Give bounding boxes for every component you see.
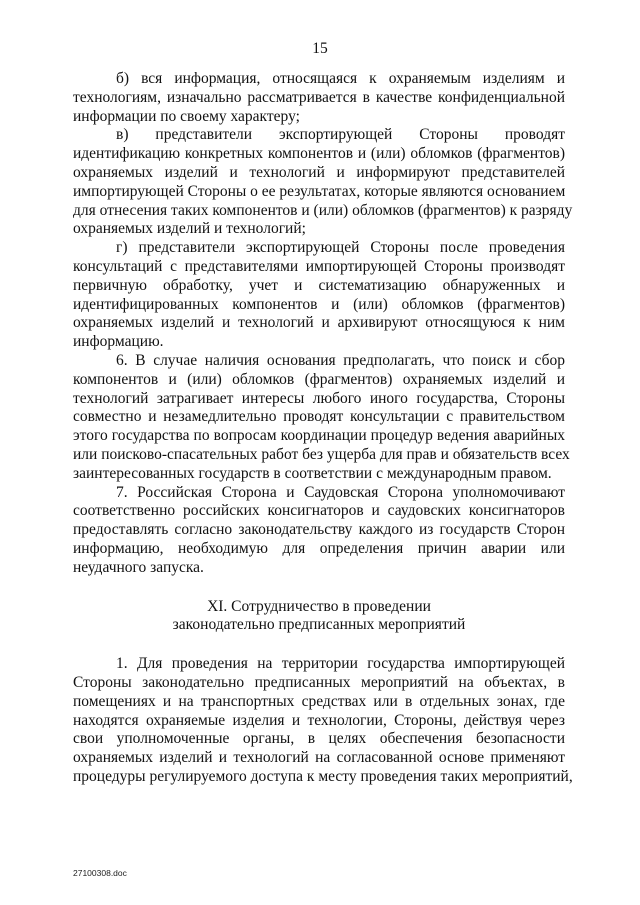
section-heading-line: законодательно предписанных мероприятий: [172, 616, 466, 634]
text-line: компонентов и (или) обломков (фрагментов) охраняемых изделий и: [73, 370, 565, 388]
text-line: соответственно российских консигнаторов и саудовских консигнаторов: [73, 502, 565, 520]
section-heading-line: XI. Сотрудничество в проведении: [207, 597, 431, 615]
text-line: заинтересованных государств в соответствии с международным правом.: [73, 464, 552, 482]
text-line: технологий затрагивает интересы любого иного государства, Стороны: [73, 389, 565, 407]
text-line: охраняемых изделий и технологий и архивируют относящуюся к ним: [73, 314, 565, 332]
text-line: находятся охраняемые изделия и технологии, Стороны, действуя через: [73, 711, 565, 729]
text-line: импортирующей Стороны о ее результатах, которые являются основанием: [73, 182, 566, 200]
text-line: свои уполномоченные органы, в целях обеспечения безопасности: [73, 730, 565, 748]
page-number: 15: [312, 40, 328, 57]
text-line: первичную обработку, учет и систематизацию обнаруженных и: [73, 276, 565, 294]
text-line: информации по своему характеру;: [73, 107, 300, 125]
text-line: 1. Для проведения на территории государства импортирующей: [116, 655, 565, 673]
text-line: г) представители экспортирующей Стороны после проведения: [116, 239, 565, 257]
footer-filename: 27100308.doc: [73, 868, 127, 878]
text-line: 7. Российская Сторона и Саудовская Сторона уполномочивают: [116, 483, 565, 501]
text-line: охраняемых изделий и технологий и информируют представителей: [73, 163, 565, 181]
text-line: этого государства по вопросам координации процедур ведения аварийных: [73, 427, 565, 445]
text-line: предоставлять согласно законодательству каждого из государств Сторон: [73, 521, 565, 539]
document-body: [73, 70, 573, 787]
text-line: помещениях и на транспортных средствах или в отдельных зонах, где: [73, 692, 565, 710]
text-line: Стороны законодательно предписанных мероприятий на объектах, в: [73, 673, 565, 691]
text-line: идентификацию конкретных компонентов и (или) обломков (фрагментов): [73, 145, 565, 163]
text-line: в) представители экспортирующей Стороны проводят: [116, 126, 565, 144]
text-line: совместно и незамедлительно проводят консультации с правительством: [73, 408, 565, 426]
text-line: идентифицированных компонентов и (или) обломков (фрагментов): [73, 295, 565, 313]
spacer: [73, 635, 565, 655]
text-line: охраняемых изделий и технологий;: [73, 220, 306, 238]
text-line: или поисково-спасательных работ без ущерба для прав и обязательств всех: [73, 445, 570, 463]
text-line: 6. В случае наличия основания предполагать, что поиск и сбор: [116, 351, 565, 369]
text-line: технологиям, изначально рассматривается в качестве конфиденциальной: [73, 88, 565, 106]
spacer: [73, 578, 565, 598]
text-line: б) вся информация, относящаяся к охраняемым изделиям и: [116, 70, 565, 87]
text-line: информацию, необходимую для определения причин аварии или: [73, 539, 565, 557]
text-line: охраняемых изделий и технологий на согласованной основе применяют: [73, 749, 565, 767]
text-line: неудачного запуска.: [73, 558, 204, 576]
text-line: консультаций с представителями импортирующей Стороны производят: [73, 257, 565, 275]
text-line: для отнесения таких компонентов и (или) обломков (фрагментов) к разряду: [73, 201, 573, 219]
text-line: информацию.: [73, 333, 164, 351]
text-line: процедуры регулируемого доступа к месту проведения таких мероприятий,: [73, 767, 573, 785]
